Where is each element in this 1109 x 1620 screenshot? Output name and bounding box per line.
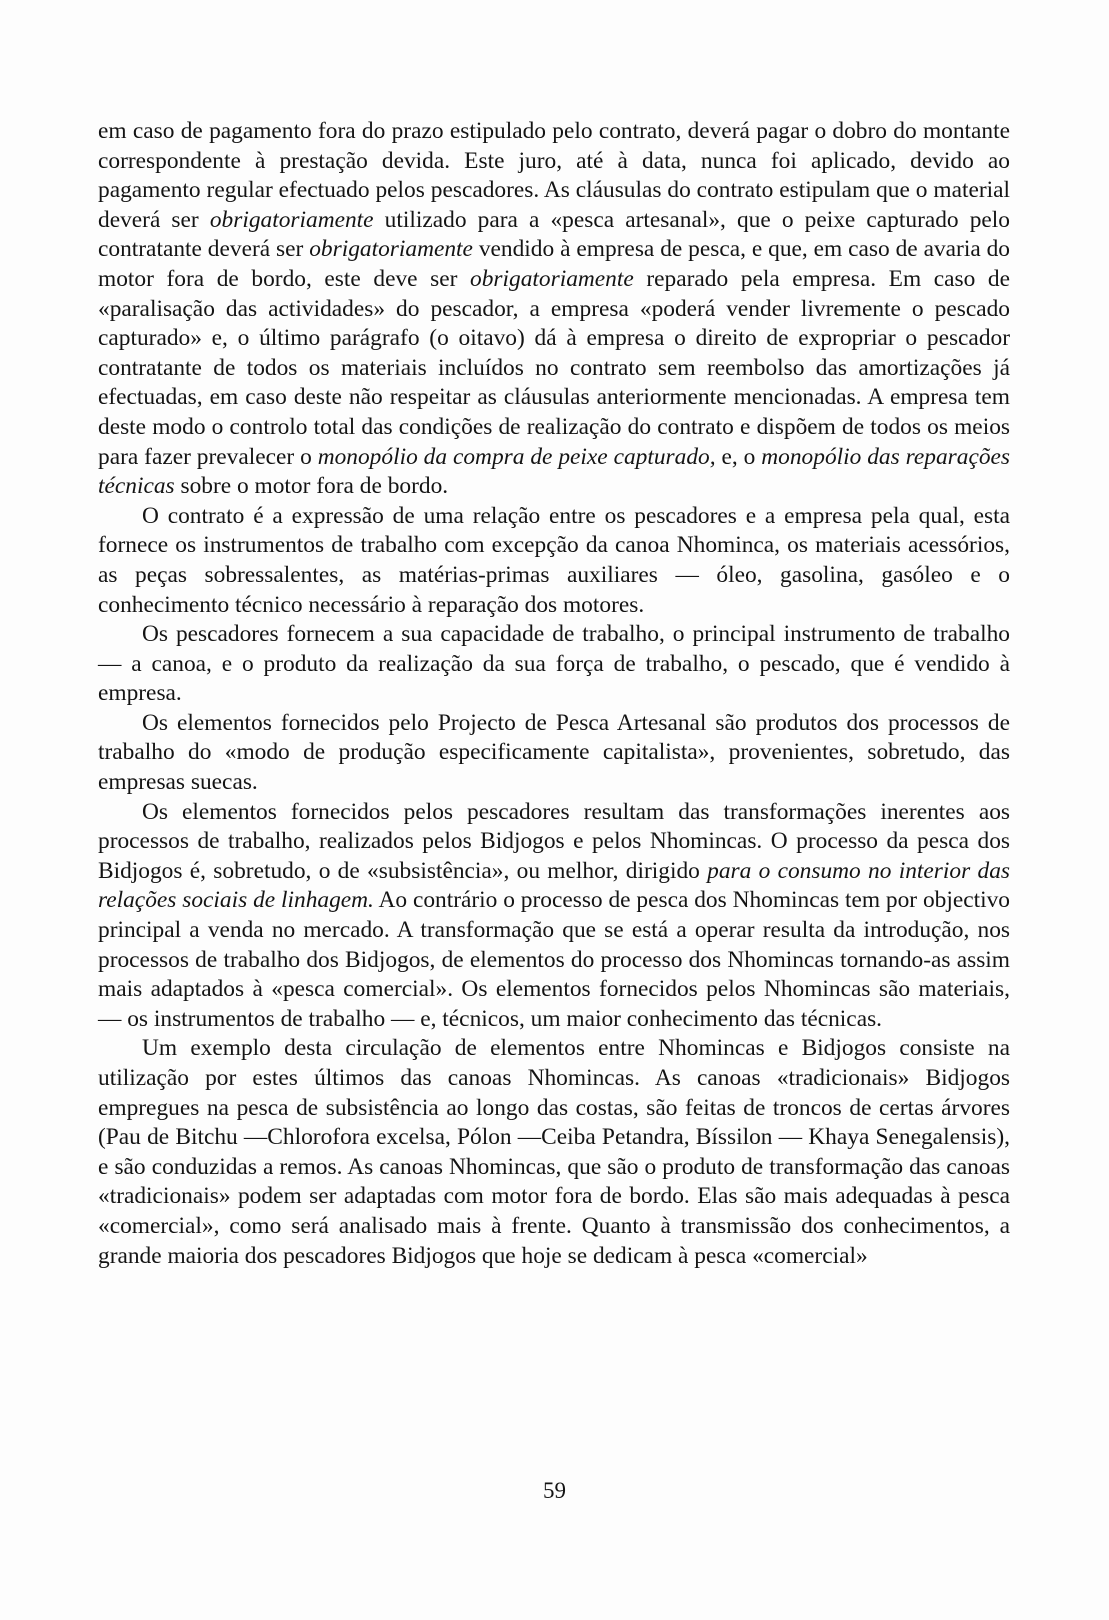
paragraph [98, 502, 1010, 620]
text-run: em caso de pagamento fora do prazo estipulado pelo contrato, deverá pagar o dobro do montante correspondente à prestação devida. Este juro, até à data, nunca foi aplicado, devido ao pagamento regular efectuado pelos pescadores. As cláusulas do contrato estipulam que o material deverá ser [98, 118, 1010, 233]
italic-text: monopólio da compra de peixe capturado, [317, 443, 716, 470]
italic-text: obrigatoriamente [470, 265, 634, 292]
text-run: sobre o motor fora de bordo. [174, 473, 449, 500]
italic-text: para o consumo no interior das relações sociais de linhagem. [98, 857, 1010, 914]
italic-text: obrigatoriamente [209, 206, 374, 233]
text-run: utilizado para a «pesca artesanal», que o peixe capturado pelo contratante deverá ser [98, 206, 1011, 263]
text-run: reparado pela empresa. Em caso de «paralisação das actividades» do pescador, a empresa «poderá vender livremente o pescado capturado» e, o último parágrafo (o oitavo) dá à empresa o direito de expropriar o pescador contratante de todos os materiais incluídos no contrato sem reembolso das amortizações já efectuadas, em caso deste não respeitar as cláusulas anteriormente mencionadas. A empresa tem deste modo o controlo total das condições de realização do contrato e dispõem de todos os meios para fazer prevalecer o [98, 265, 1010, 470]
body-text [98, 117, 1010, 1271]
paragraph [98, 1034, 1010, 1271]
text-run: Os elementos fornecidos pelo Projecto de Pesca Artesanal são produtos dos processos de trabalho do «modo de produção especificamente capitalista», provenientes, sobretudo, das empresas suecas. [98, 709, 1010, 796]
text-run: Um exemplo desta circulação de elementos entre Nhomincas e Bidjogos consiste na utilização por estes últimos das canoas Nhomincas. As canoas «tradicionais» Bidjogos empregues na pesca de subsistência ao longo das costas, são feitas de troncos de certas árvores (Pau de Bitchu —Chlorofora excelsa, Pólon —Ceiba Petandra, Bíssilon — Khaya Senegalensis), e são conduzidas a remos. As canoas Nhomincas, que são o produto de transformação das canoas «tradicionais» podem ser adaptadas com motor fora de bordo. Elas são mais adequadas à pesca «comercial», como será analisado mais à frente. Quanto à transmissão dos conhecimentos, a grande maioria dos pescadores Bidjogos que hoje se dedicam à pesca «comercial» [98, 1035, 1010, 1269]
italic-text: monopólio das reparações técnicas [98, 443, 1011, 500]
text-run: Os elementos fornecidos pelos pescadores resultam das transformações inerentes aos processos de trabalho, realizados pelos Bidjogos e pelos Nhomincas. O processo da pesca dos Bidjogos é, sobretudo, o de «subsistência», ou melhor, dirigido [98, 798, 1010, 884]
text-run: O contrato é a expressão de uma relação entre os pescadores e a empresa pela qual, esta fornece os instrumentos de trabalho com excepção da canoa Nhominca, os materiais acessórios, as peças sobressalentes, as matérias-primas auxiliares — óleo, gasolina, gasóleo e o conhecimento técnico necessário à reparação dos motores. [98, 502, 1010, 618]
text-run: Os pescadores fornecem a sua capacidade de trabalho, o principal instrumento de trabalho — a canoa, e o produto da realização da sua força de trabalho, o pescado, que é vendido à empresa. [98, 621, 1010, 707]
text-run: e, o [715, 443, 762, 470]
italic-text: obrigatoriamente [309, 236, 473, 263]
paragraph [98, 709, 1010, 798]
paragraph [98, 798, 1010, 1035]
paragraph [98, 117, 1010, 502]
paragraph [98, 620, 1010, 709]
page-number: 59 [543, 1478, 566, 1503]
text-run: Ao contrário o processo de pesca dos Nhomincas tem por objectivo principal a venda no mercado. A transformação que se está a operar resulta da introdução, nos processos de trabalho dos Bidjogos, de elementos do processo dos Nhomincas tornando-as assim mais adaptados à «pesca comercial». Os elementos fornecidos pelos Nhomincas são materiais, — os instrumentos de trabalho — e, técnicos, um maior conhecimento das técnicas. [98, 887, 1011, 1032]
text-run: vendido à empresa de pesca, e que, em caso de avaria do motor fora de bordo, este deve ser [98, 236, 1010, 292]
